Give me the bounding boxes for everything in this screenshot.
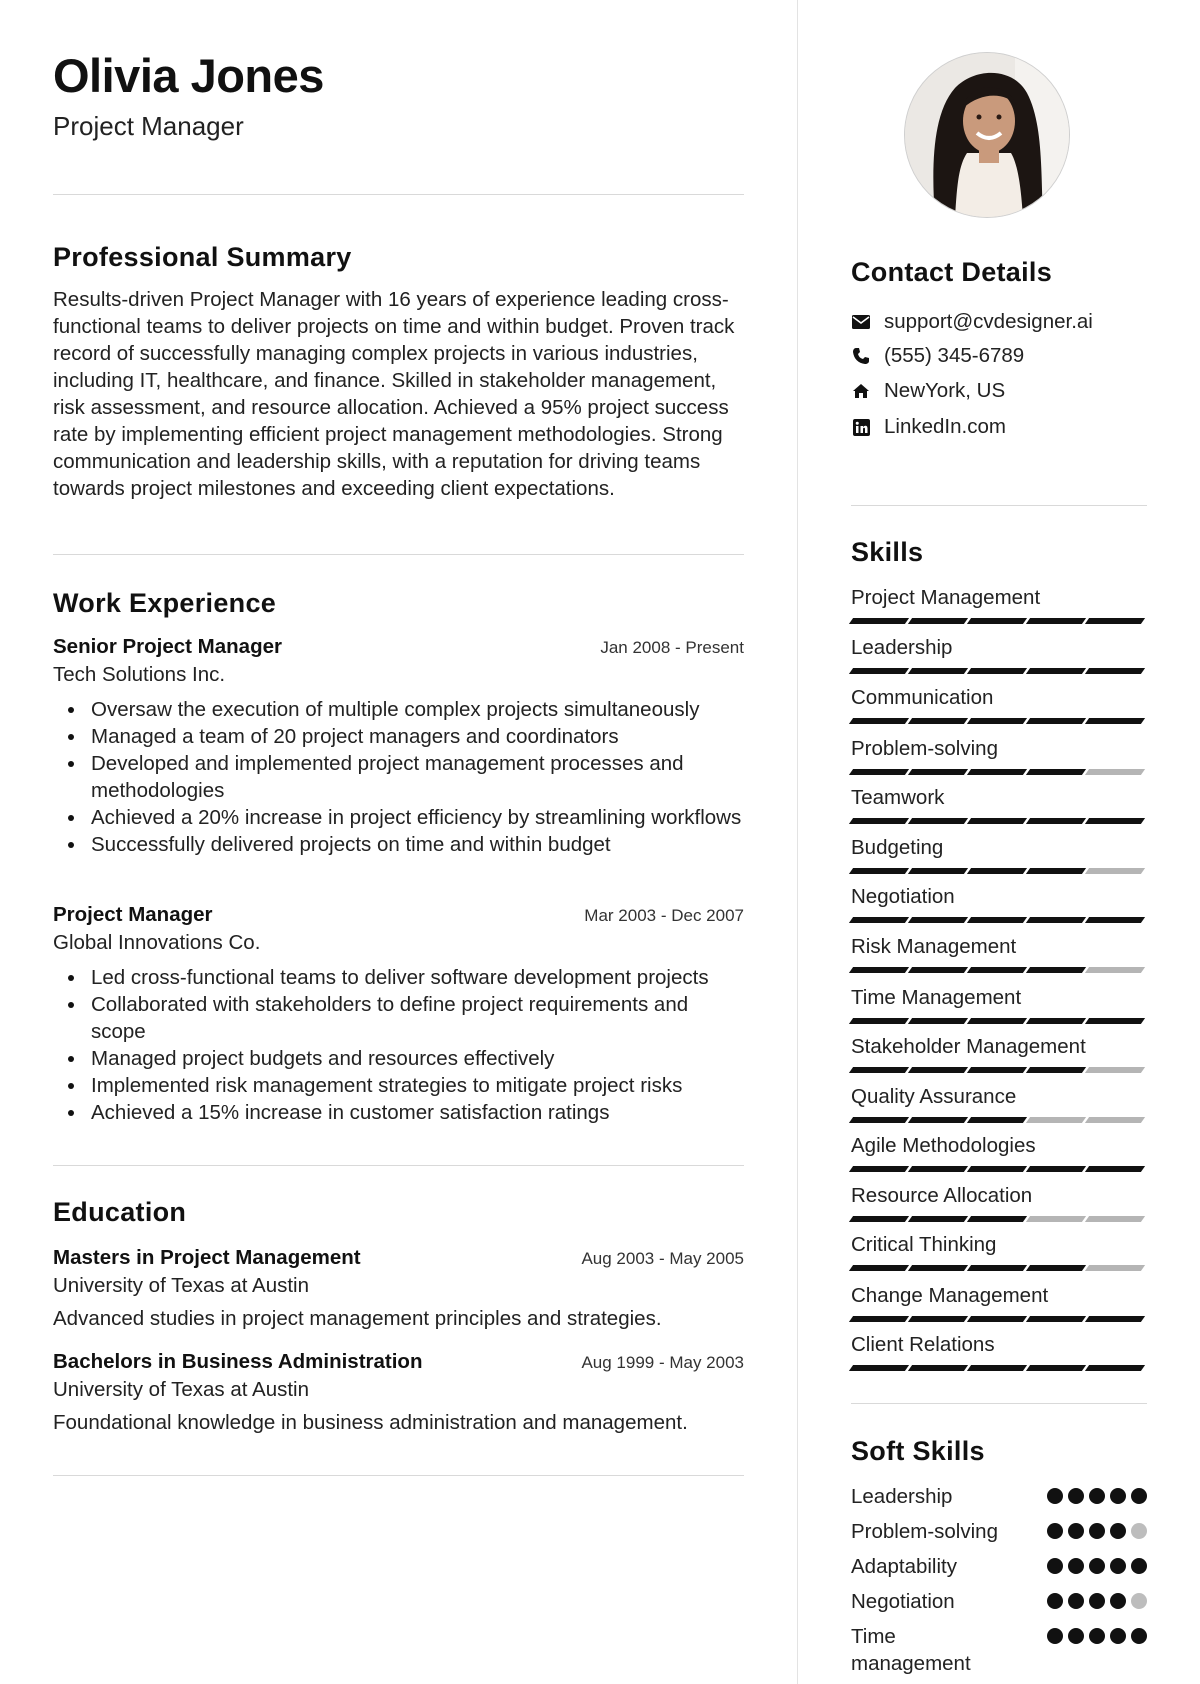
contact-divider xyxy=(851,505,1147,506)
skill-level-bar xyxy=(851,917,1147,923)
degree-school: University of Texas at Austin xyxy=(53,1274,309,1297)
column-divider xyxy=(797,0,798,1684)
skill-item xyxy=(851,586,1147,624)
rating-dot-filled xyxy=(1047,1558,1063,1574)
skill-label: Client Relations xyxy=(851,1333,995,1356)
rating-dot-filled xyxy=(1110,1593,1126,1609)
envelope-icon xyxy=(851,312,871,332)
degree-date: Aug 2003 - May 2005 xyxy=(581,1249,744,1268)
skill-level-segment-filled xyxy=(1026,1316,1086,1322)
skill-item xyxy=(851,1184,1147,1222)
skill-level-segment-filled xyxy=(849,1067,909,1073)
rating-dot-filled xyxy=(1089,1488,1105,1504)
job-bullet: Developed and implemented project management processes and methodologies xyxy=(53,750,744,804)
rating-dot-filled xyxy=(1110,1558,1126,1574)
skill-level-segment-filled xyxy=(908,618,968,624)
rating-dot-filled xyxy=(1068,1488,1084,1504)
skill-label: Negotiation xyxy=(851,885,955,908)
rating-dot-filled xyxy=(1131,1488,1147,1504)
skill-level-segment-filled xyxy=(1085,668,1145,674)
skill-level-segment-filled xyxy=(908,1265,968,1271)
skill-level-segment-filled xyxy=(1085,1365,1145,1371)
skill-level-segment-filled xyxy=(1085,818,1145,824)
skill-level-segment-filled xyxy=(908,967,968,973)
skill-level-segment-filled xyxy=(967,668,1027,674)
education-entry xyxy=(53,1348,744,1436)
skill-level-bar xyxy=(851,1316,1147,1322)
contact-email-text: support@cvdesigner.ai xyxy=(884,310,1093,333)
skill-level-segment-filled xyxy=(849,1216,909,1222)
skill-level-segment-filled xyxy=(967,1265,1027,1271)
skill-level-segment-filled xyxy=(908,1067,968,1073)
soft-skills-title: Soft Skills xyxy=(851,1436,985,1466)
skill-level-bar xyxy=(851,868,1147,874)
skill-level-bar xyxy=(851,668,1147,674)
skill-label: Teamwork xyxy=(851,786,945,809)
skill-item xyxy=(851,1333,1147,1371)
skill-level-segment-filled xyxy=(908,668,968,674)
skill-item xyxy=(851,1035,1147,1073)
skill-level-segment-filled xyxy=(908,718,968,724)
skill-level-segment-filled xyxy=(849,1018,909,1024)
skill-level-bar xyxy=(851,1166,1147,1172)
skill-item xyxy=(851,737,1147,775)
skill-level-segment-filled xyxy=(849,1117,909,1123)
skill-level-segment-filled xyxy=(1085,618,1145,624)
skill-label: Budgeting xyxy=(851,836,944,859)
skill-level-segment-filled xyxy=(1026,1365,1086,1371)
skill-level-segment-filled xyxy=(908,1018,968,1024)
skill-level-segment-filled xyxy=(908,1316,968,1322)
skill-level-segment-filled xyxy=(967,1117,1027,1123)
skill-level-segment-empty xyxy=(1026,1216,1086,1222)
rating-dot-empty xyxy=(1131,1593,1147,1609)
skill-level-segment-filled xyxy=(967,818,1027,824)
education-title: Education xyxy=(53,1197,187,1227)
contact-linkedin[interactable] xyxy=(851,412,1006,442)
soft-skill-label: Adaptability xyxy=(851,1555,957,1578)
soft-skill-item xyxy=(851,1553,1147,1580)
rating-dot-filled xyxy=(1089,1523,1105,1539)
skill-level-segment-filled xyxy=(967,718,1027,724)
soft-skill-label: Leadership xyxy=(851,1485,953,1508)
skill-level-segment-filled xyxy=(908,769,968,775)
skill-level-segment-filled xyxy=(908,868,968,874)
job-date: Mar 2003 - Dec 2007 xyxy=(584,906,744,925)
skill-level-segment-filled xyxy=(1085,917,1145,923)
skill-level-segment-filled xyxy=(849,668,909,674)
education-divider xyxy=(53,1475,744,1476)
skill-level-segment-filled xyxy=(967,769,1027,775)
skill-level-segment-empty xyxy=(1085,1117,1145,1123)
rating-dot-filled xyxy=(1110,1523,1126,1539)
rating-dot-filled xyxy=(1110,1628,1126,1644)
skill-level-segment-filled xyxy=(967,868,1027,874)
skill-level-segment-filled xyxy=(1085,1316,1145,1322)
rating-dot-filled xyxy=(1089,1628,1105,1644)
rating-dot-filled xyxy=(1110,1488,1126,1504)
skill-level-segment-empty xyxy=(1085,1216,1145,1222)
contact-linkedin-text: LinkedIn.com xyxy=(884,415,1006,438)
skill-level-bar xyxy=(851,769,1147,775)
skill-label: Risk Management xyxy=(851,935,1017,958)
skill-label: Problem-solving xyxy=(851,737,998,760)
soft-skill-rating xyxy=(1047,1623,1147,1677)
skill-item xyxy=(851,1134,1147,1172)
skill-label: Project Management xyxy=(851,586,1041,609)
degree-description: Advanced studies in project management principles and strategies. xyxy=(53,1307,662,1330)
skill-item xyxy=(851,786,1147,824)
soft-skill-rating xyxy=(1047,1553,1147,1580)
phone-icon xyxy=(851,346,871,366)
rating-dot-filled xyxy=(1047,1523,1063,1539)
rating-dot-filled xyxy=(1089,1558,1105,1574)
skill-level-segment-filled xyxy=(849,1265,909,1271)
contact-title: Contact Details xyxy=(851,257,1053,287)
skill-label: Stakeholder Management xyxy=(851,1035,1086,1058)
job-bullets xyxy=(53,964,744,1126)
skill-level-segment-filled xyxy=(967,917,1027,923)
skill-level-segment-filled xyxy=(1026,967,1086,973)
skill-level-segment-filled xyxy=(967,1365,1027,1371)
experience-divider xyxy=(53,1165,744,1166)
degree-school: University of Texas at Austin xyxy=(53,1378,309,1401)
soft-skill-label: Time management xyxy=(851,1625,971,1675)
skill-level-segment-filled xyxy=(1026,1018,1086,1024)
skill-level-segment-filled xyxy=(1026,1265,1086,1271)
rating-dot-filled xyxy=(1068,1593,1084,1609)
skill-item xyxy=(851,986,1147,1024)
soft-skill-rating xyxy=(1047,1588,1147,1615)
skill-level-segment-filled xyxy=(1026,818,1086,824)
skill-level-segment-filled xyxy=(849,868,909,874)
skill-level-bar xyxy=(851,967,1147,973)
skill-level-segment-filled xyxy=(967,1166,1027,1172)
summary-divider xyxy=(53,554,744,555)
degree-date: Aug 1999 - May 2003 xyxy=(581,1353,744,1372)
summary-title: Professional Summary xyxy=(53,242,352,272)
skill-level-segment-filled xyxy=(1026,1166,1086,1172)
skill-level-segment-filled xyxy=(1026,917,1086,923)
degree-title: Masters in Project Management xyxy=(53,1246,361,1269)
skill-level-segment-filled xyxy=(967,1216,1027,1222)
skill-level-segment-filled xyxy=(1026,668,1086,674)
home-icon xyxy=(851,381,871,401)
skill-level-segment-empty xyxy=(1085,967,1145,973)
job-bullets xyxy=(53,696,744,858)
skill-level-segment-filled xyxy=(1026,618,1086,624)
skill-label: Agile Methodologies xyxy=(851,1134,1036,1157)
rating-dot-filled xyxy=(1068,1628,1084,1644)
education-entry xyxy=(53,1244,744,1332)
job-date: Jan 2008 - Present xyxy=(600,638,744,657)
skill-label: Communication xyxy=(851,686,994,709)
job-company: Global Innovations Co. xyxy=(53,931,261,954)
rating-dot-filled xyxy=(1089,1593,1105,1609)
skill-level-segment-empty xyxy=(1026,1117,1086,1123)
skill-level-segment-empty xyxy=(1085,868,1145,874)
rating-dot-filled xyxy=(1047,1593,1063,1609)
skill-item xyxy=(851,636,1147,674)
skill-level-segment-filled xyxy=(908,818,968,824)
linkedin-icon xyxy=(851,417,871,437)
skill-level-segment-filled xyxy=(1085,1166,1145,1172)
skill-level-segment-filled xyxy=(967,967,1027,973)
skill-level-segment-filled xyxy=(849,1166,909,1172)
degree-description: Foundational knowledge in business administration and management. xyxy=(53,1411,688,1434)
rating-dot-filled xyxy=(1068,1523,1084,1539)
skill-level-bar xyxy=(851,1216,1147,1222)
skill-label: Critical Thinking xyxy=(851,1233,997,1256)
contact-email[interactable] xyxy=(851,307,1093,337)
job-bullet: Led cross-functional teams to deliver software development projects xyxy=(53,964,744,991)
soft-skill-label: Negotiation xyxy=(851,1590,955,1613)
job-entry xyxy=(53,633,744,858)
soft-skill-item xyxy=(851,1483,1147,1510)
skill-level-bar xyxy=(851,1018,1147,1024)
skill-level-segment-filled xyxy=(849,967,909,973)
skill-level-segment-filled xyxy=(908,1216,968,1222)
skill-level-segment-filled xyxy=(849,618,909,624)
job-bullet: Implemented risk management strategies to mitigate project risks xyxy=(53,1072,744,1099)
skill-level-segment-filled xyxy=(1026,769,1086,775)
candidate-role: Project Manager xyxy=(53,111,244,141)
skill-level-segment-filled xyxy=(1026,718,1086,724)
contact-phone-text: (555) 345-6789 xyxy=(884,344,1025,367)
contact-location-text: NewYork, US xyxy=(884,379,1006,402)
skill-label: Time Management xyxy=(851,986,1022,1009)
skill-level-bar xyxy=(851,1365,1147,1371)
degree-title: Bachelors in Business Administration xyxy=(53,1350,423,1373)
skill-label: Change Management xyxy=(851,1284,1049,1307)
skill-level-segment-filled xyxy=(849,1365,909,1371)
skill-level-segment-filled xyxy=(849,1316,909,1322)
skill-level-segment-filled xyxy=(967,1067,1027,1073)
job-title: Project Manager xyxy=(53,903,213,926)
header-divider xyxy=(53,194,744,195)
skill-label: Quality Assurance xyxy=(851,1085,1017,1108)
skill-level-segment-empty xyxy=(1085,1265,1145,1271)
summary-text: Results-driven Project Manager with 16 years of experience leading cross-functional teams to deliver projects on time and within budget. Proven track record of successfully managing complex projects in various industries, including IT, healthcare, and finance. Skilled in stakeholder management, risk assessment, and resource allocation. Achieved a 95% project success rate by implementing efficient project management methodologies. Strong communication and leadership skills, with a reputation for driving teams towards project milestones and exceeding client expectations. xyxy=(53,288,735,500)
job-entry xyxy=(53,901,744,1126)
skill-level-bar xyxy=(851,718,1147,724)
job-bullet: Managed project budgets and resources effectively xyxy=(53,1045,744,1072)
candidate-name: Olivia Jones xyxy=(53,49,324,102)
skill-level-segment-empty xyxy=(1085,769,1145,775)
skill-level-segment-filled xyxy=(849,917,909,923)
skill-level-bar xyxy=(851,818,1147,824)
skill-item xyxy=(851,935,1147,973)
skill-item xyxy=(851,686,1147,724)
skill-level-segment-filled xyxy=(908,1365,968,1371)
rating-dot-filled xyxy=(1047,1628,1063,1644)
rating-dot-filled xyxy=(1131,1628,1147,1644)
skill-level-segment-filled xyxy=(1085,718,1145,724)
skill-item xyxy=(851,1233,1147,1271)
skill-level-segment-filled xyxy=(967,1316,1027,1322)
rating-dot-filled xyxy=(1068,1558,1084,1574)
job-bullet: Collaborated with stakeholders to define project requirements and scope xyxy=(53,991,744,1045)
skill-level-bar xyxy=(851,1117,1147,1123)
skill-level-segment-filled xyxy=(908,917,968,923)
contact-phone[interactable] xyxy=(851,341,1024,371)
skill-level-bar xyxy=(851,618,1147,624)
soft-skill-item xyxy=(851,1588,1147,1615)
skill-level-segment-filled xyxy=(967,1018,1027,1024)
rating-dot-filled xyxy=(1131,1558,1147,1574)
rating-dot-empty xyxy=(1131,1523,1147,1539)
job-bullet: Achieved a 15% increase in customer satisfaction ratings xyxy=(53,1099,744,1126)
job-company: Tech Solutions Inc. xyxy=(53,663,226,686)
skill-level-segment-filled xyxy=(849,769,909,775)
skill-item xyxy=(851,1085,1147,1123)
skill-level-segment-filled xyxy=(1026,868,1086,874)
profile-photo xyxy=(904,52,1070,218)
soft-skill-item xyxy=(851,1623,1147,1677)
job-bullet: Successfully delivered projects on time and within budget xyxy=(53,831,744,858)
soft-skill-item xyxy=(851,1518,1147,1545)
skill-level-segment-filled xyxy=(908,1166,968,1172)
skill-label: Leadership xyxy=(851,636,953,659)
skill-level-segment-filled xyxy=(849,718,909,724)
soft-skill-rating xyxy=(1047,1483,1147,1510)
skill-level-bar xyxy=(851,1265,1147,1271)
skill-item xyxy=(851,836,1147,874)
job-bullet: Managed a team of 20 project managers and coordinators xyxy=(53,723,744,750)
skill-item xyxy=(851,1284,1147,1322)
soft-skill-rating xyxy=(1047,1518,1147,1545)
skill-level-segment-filled xyxy=(967,618,1027,624)
job-bullet: Oversaw the execution of multiple complex projects simultaneously xyxy=(53,696,744,723)
rating-dot-filled xyxy=(1047,1488,1063,1504)
skill-level-segment-filled xyxy=(1085,1018,1145,1024)
skill-level-segment-filled xyxy=(908,1117,968,1123)
soft-skill-label: Problem-solving xyxy=(851,1520,998,1543)
skill-level-bar xyxy=(851,1067,1147,1073)
skill-label: Resource Allocation xyxy=(851,1184,1033,1207)
job-title: Senior Project Manager xyxy=(53,635,282,658)
contact-location xyxy=(851,376,1005,406)
skill-level-segment-empty xyxy=(1085,1067,1145,1073)
skill-level-segment-filled xyxy=(1026,1067,1086,1073)
skills-divider xyxy=(851,1403,1147,1404)
profile-photo-image xyxy=(905,53,1070,218)
experience-title: Work Experience xyxy=(53,588,277,618)
skill-item xyxy=(851,885,1147,923)
skill-level-segment-filled xyxy=(849,818,909,824)
skills-title: Skills xyxy=(851,537,924,567)
job-bullet: Achieved a 20% increase in project efficiency by streamlining workflows xyxy=(53,804,744,831)
